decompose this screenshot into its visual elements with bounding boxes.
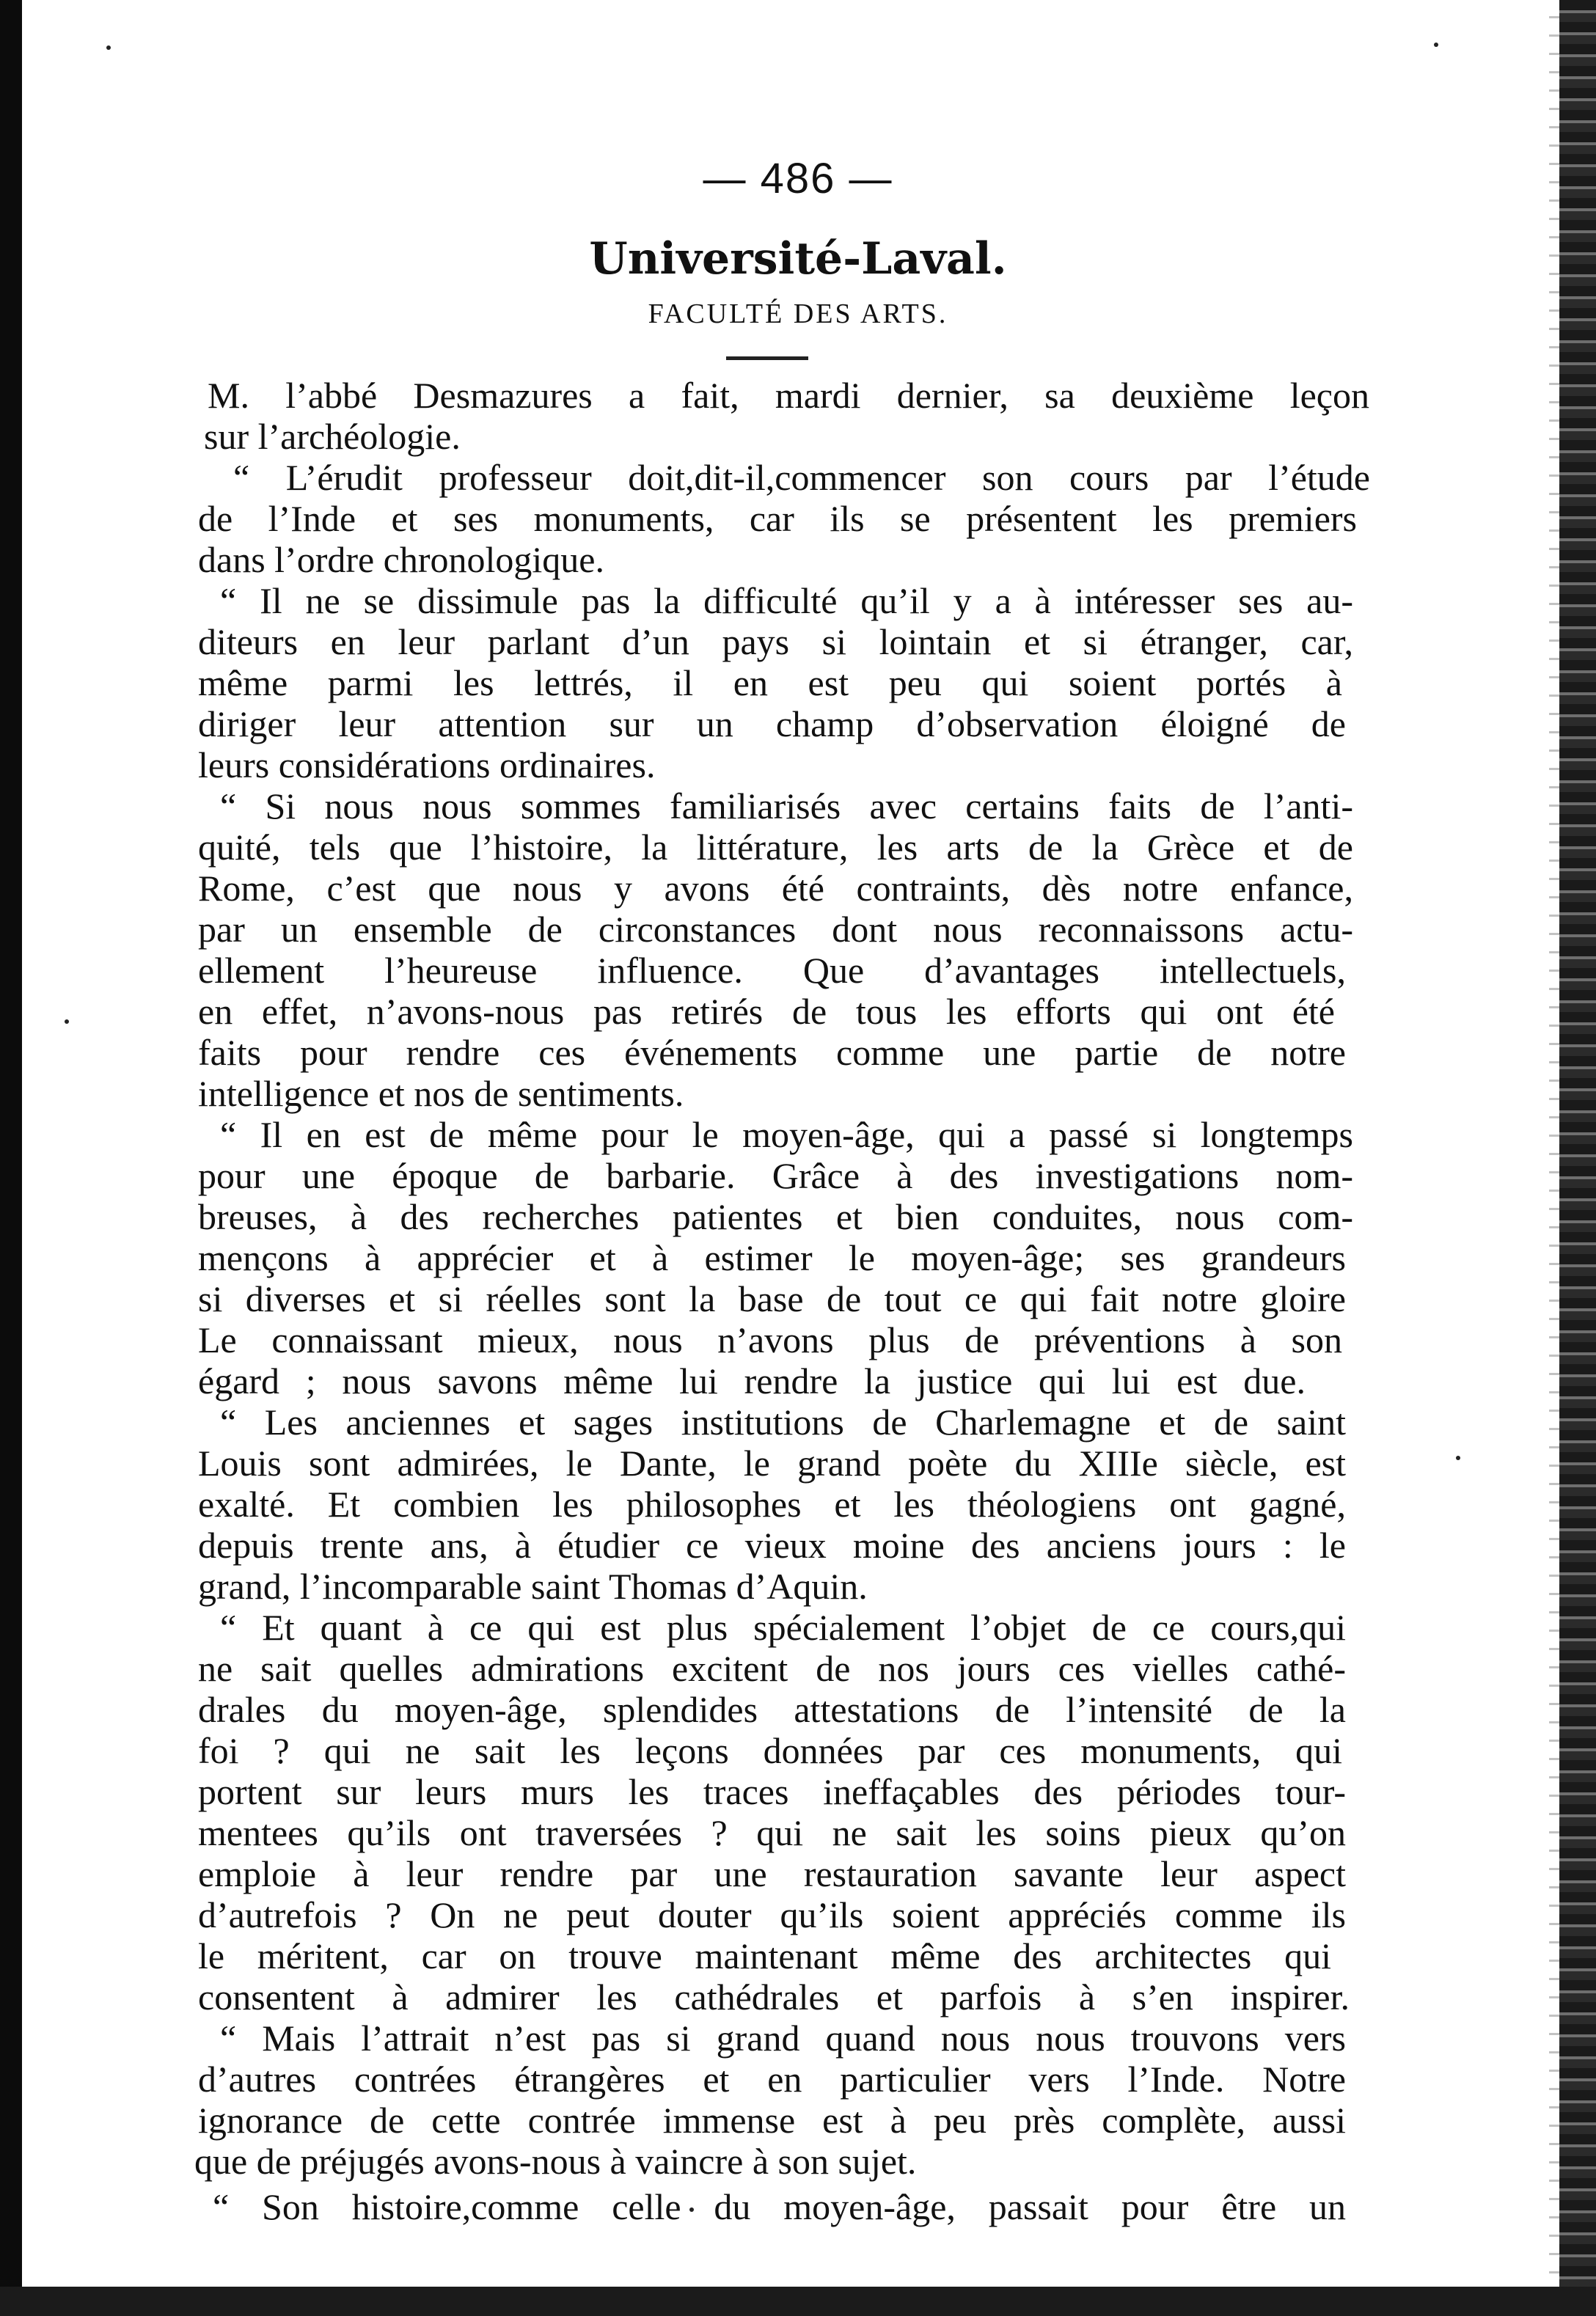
text-line: quité, tels que l’histoire, la littérature, les arts de la Grèce et de bbox=[198, 827, 1353, 868]
text-line: ne sait quelles admirations excitent de nos jours ces vielles cathé- bbox=[198, 1648, 1346, 1689]
text-line: pour une époque de barbarie. Grâce à des investigations nom- bbox=[198, 1155, 1353, 1196]
scan-right-border-shadow bbox=[1549, 0, 1559, 2316]
text-line: dans l’ordre chronologique. bbox=[198, 539, 605, 580]
text-line: M. l’abbé Desmazures a fait, mardi dernier, sa deuxième leçon bbox=[208, 375, 1369, 416]
text-line: égard ; nous savons même lui rendre la justice qui lui est due. bbox=[198, 1360, 1306, 1401]
text-line: ignorance de cette contrée immense est à peu près complète, aussi bbox=[198, 2100, 1346, 2141]
text-line: le méritent, car on trouve maintenant même des architectes qui bbox=[198, 1935, 1331, 1976]
scan-speck bbox=[1434, 43, 1438, 47]
scan-speck bbox=[65, 1019, 69, 1024]
text-line: “ Les anciennes et sages institutions de Charlemagne et de saint bbox=[220, 1401, 1346, 1443]
text-line: “ Il ne se dissimule pas la difficulté qu’il y a à intéresser ses au- bbox=[220, 580, 1353, 621]
text-line: “ Il en est de même pour le moyen-âge, qui a passé si longtemps bbox=[220, 1114, 1353, 1155]
page-title: Université-Laval. bbox=[589, 233, 1007, 285]
text-line: “ L’érudit professeur doit,dit-il,commencer son cours par l’étude bbox=[233, 457, 1370, 498]
text-line: portent sur leurs murs les traces ineffaçables des périodes tour- bbox=[198, 1771, 1346, 1812]
text-line: ellement l’heureuse influence. Que d’avantages intellectuels, bbox=[198, 950, 1346, 991]
scan-right-border bbox=[1559, 0, 1596, 2316]
text-line: intelligence et nos de sentiments. bbox=[198, 1073, 684, 1114]
text-line: d’autres contrées étrangères et en particulier vers l’Inde. Notre bbox=[198, 2059, 1346, 2100]
text-line: “ Mais l’attrait n’est pas si grand quand nous nous trouvons vers bbox=[220, 2018, 1346, 2059]
page-number: — 486 — bbox=[703, 155, 893, 202]
text-line: emploie à leur rendre par une restauration savante leur aspect bbox=[198, 1853, 1346, 1894]
text-line: “ Si nous nous sommes familiarisés avec certains faits de l’anti- bbox=[220, 785, 1353, 827]
text-line: foi ? qui ne sait les leçons données par ces monuments, qui bbox=[198, 1730, 1342, 1771]
text-line: de l’Inde et ses monuments, car ils se présentent les premiers bbox=[198, 498, 1357, 539]
text-line: faits pour rendre ces événements comme une partie de notre bbox=[198, 1032, 1346, 1073]
text-line: sur l’archéologie. bbox=[204, 416, 461, 457]
text-line: leurs considérations ordinaires. bbox=[198, 744, 656, 785]
text-line: drales du moyen-âge, splendides attestations de l’intensité de la bbox=[198, 1689, 1346, 1730]
text-line: Le connaissant mieux, nous n’avons plus de préventions à son bbox=[198, 1319, 1342, 1360]
text-line: d’autrefois ? On ne peut douter qu’ils soient appréciés comme ils bbox=[198, 1894, 1346, 1935]
title-divider bbox=[726, 356, 808, 360]
scan-left-border bbox=[0, 0, 22, 2316]
text-line: exalté. Et combien les philosophes et les théologiens ont gagné, bbox=[198, 1484, 1346, 1525]
text-line: mençons à apprécier et à estimer le moyen-âge; ses grandeurs bbox=[198, 1237, 1346, 1278]
text-line: consentent à admirer les cathédrales et parfois à s’en inspirer. bbox=[198, 1976, 1350, 2018]
text-line: Rome, c’est que nous y avons été contraints, dès notre enfance, bbox=[198, 868, 1353, 909]
text-line: diriger leur attention sur un champ d’observation éloigné de bbox=[198, 703, 1346, 744]
scan-bottom-border bbox=[0, 2287, 1596, 2316]
page-subtitle: FACULTÉ DES ARTS. bbox=[648, 298, 948, 329]
text-line: même parmi les lettrés, il en est peu qui soient portés à bbox=[198, 662, 1342, 703]
text-line: mentees qu’ils ont traversées ? qui ne sait les soins pieux qu’on bbox=[198, 1812, 1346, 1853]
text-line: par un ensemble de circonstances dont nous reconnaissons actu- bbox=[198, 909, 1353, 950]
text-line: breuses, à des recherches patientes et bien conduites, nous com- bbox=[198, 1196, 1353, 1237]
text-line: en effet, n’avons-nous pas retirés de tous les efforts qui ont été bbox=[198, 991, 1335, 1032]
text-line: Louis sont admirées, le Dante, le grand poète du XIIIe siècle, est bbox=[198, 1443, 1346, 1484]
text-line: si diverses et si réelles sont la base de tout ce qui fait notre gloire bbox=[198, 1278, 1346, 1319]
text-line: “ Son histoire,comme celle du moyen-âge, passait pour être un bbox=[213, 2186, 1346, 2227]
text-line: depuis trente ans, à étudier ce vieux moine des anciens jours : le bbox=[198, 1525, 1346, 1566]
text-line: grand, l’incomparable saint Thomas d’Aquin. bbox=[198, 1566, 868, 1607]
scan-speck bbox=[1456, 1456, 1460, 1460]
text-line: que de préjugés avons-nous à vaincre à son sujet. bbox=[194, 2141, 917, 2182]
text-line: “ Et quant à ce qui est plus spécialement l’objet de ce cours,qui bbox=[220, 1607, 1346, 1648]
text-line: diteurs en leur parlant d’un pays si lointain et si étranger, car, bbox=[198, 621, 1353, 662]
scan-speck bbox=[106, 45, 111, 50]
